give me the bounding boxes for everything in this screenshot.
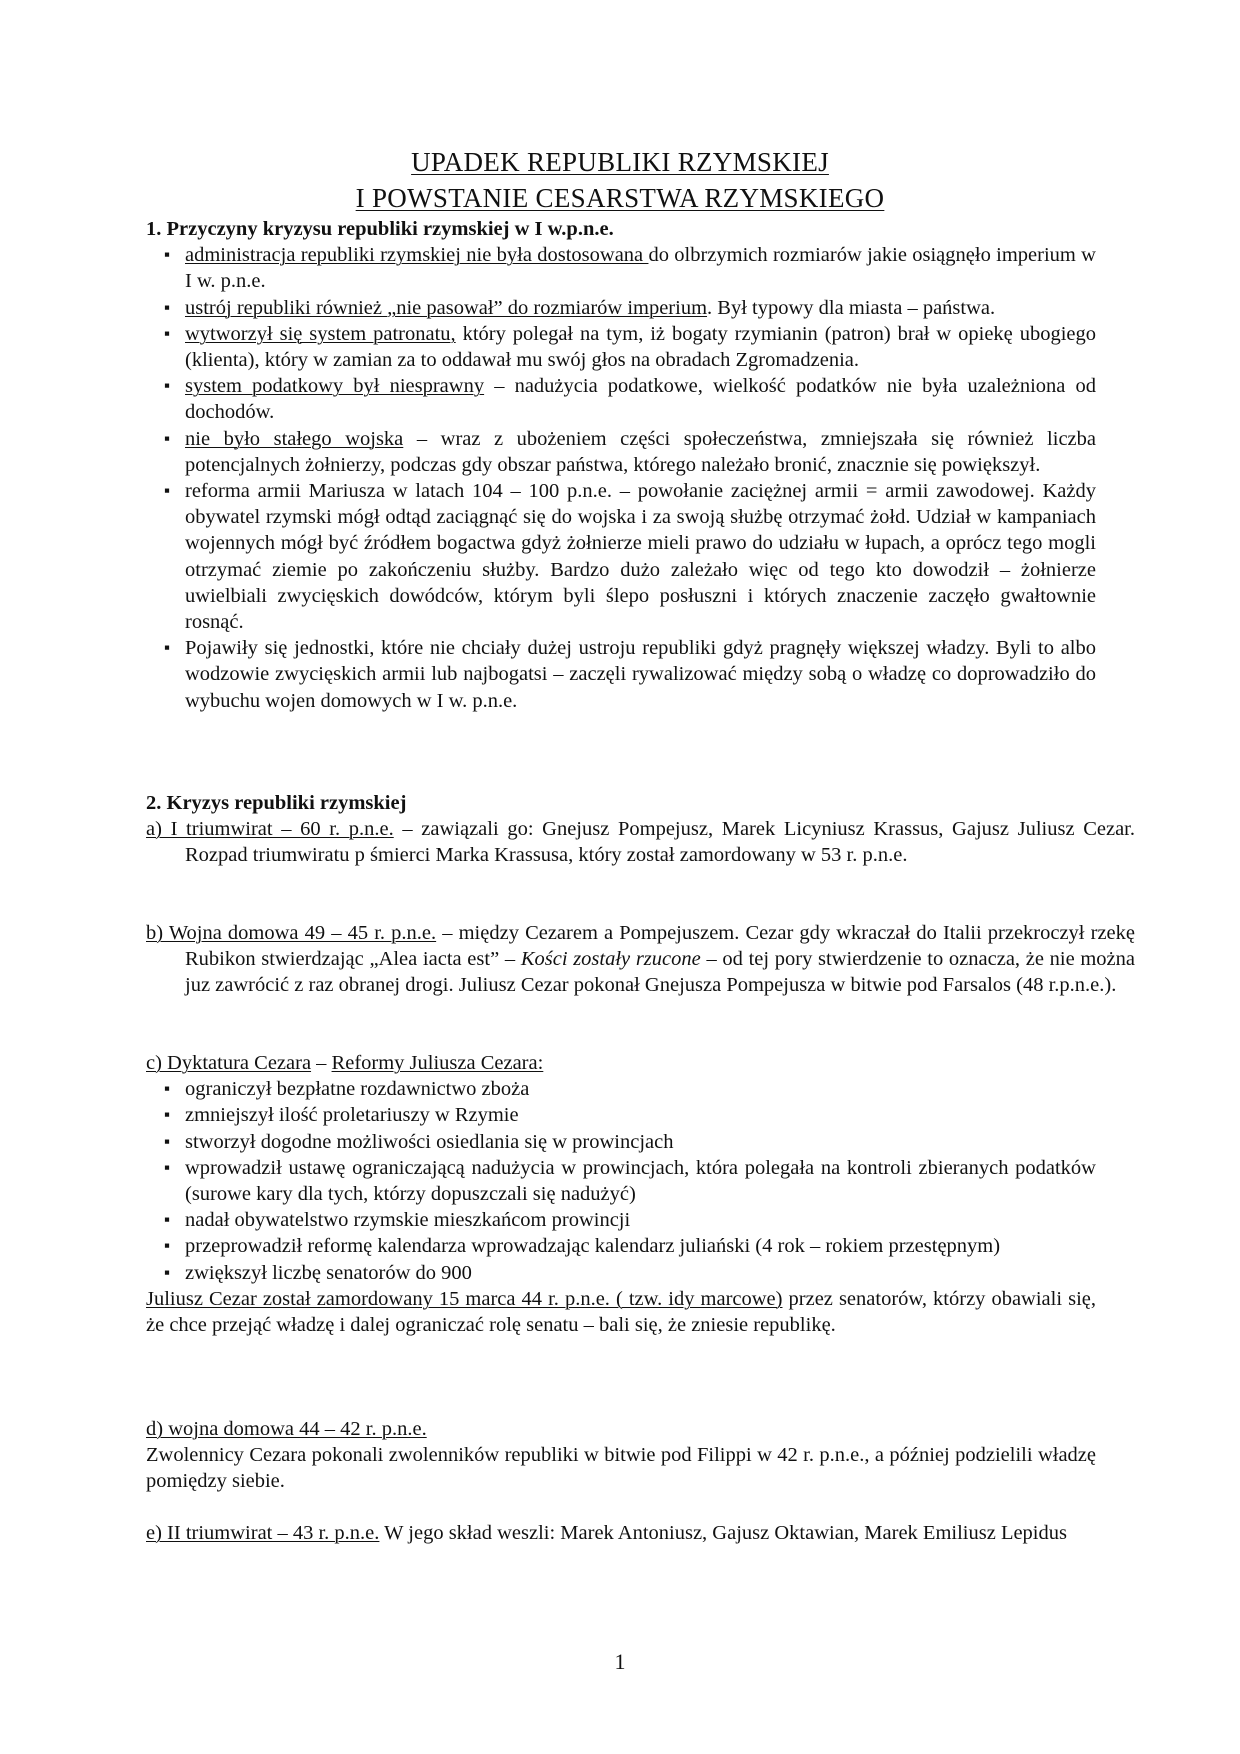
- title-line-2: I POWSTANIE CESARSTWA RZYMSKIEGO: [355, 183, 885, 213]
- subsection-d: [146, 1416, 1096, 1495]
- section-2-heading: 2. Kryzys republiki rzymskiej: [146, 792, 407, 814]
- section-2-heading-block: [146, 790, 1096, 816]
- list-item: ▪ reforma armii Mariusza w latach 104 – 100 p.n.e. – powołanie zaciężnej armii = armii zawodowej. Każdy obywatel rzymski mógł odtąd zaciągnąć się do wojska i za swoją służbę otrzymać żołd. Udział w kampaniach wojennych mógł być źródłem bogactwa gdyż żołnierze mieli prawo do udziału w łupach, a oprócz tego mogli otrzymać ziemie po zakończeniu służby. Bardzo dużo zależało więc od tego kto dowodził – żołnierze uwielbiali zwycięskich dowódców, którym byli ślepo posłuszni i których znaczenie zaczęło gwałtownie rosnąć.: [146, 478, 1096, 635]
- list-item: ▪ ograniczył bezpłatne rozdawnictwo zboża: [146, 1076, 1096, 1102]
- section-1-list: [146, 242, 1096, 714]
- subsection-d-heading: d) wojna domowa 44 – 42 r. p.n.e.: [146, 1418, 427, 1440]
- subsection-b: b) Wojna domowa 49 – 45 r. p.n.e. – między Cezarem a Pompejuszem. Cezar gdy wkraczał do Italii przekroczył rzekę Rubikon stwierdzając „Alea iacta est” – Kości zostały rzucone – od tej pory stwierdzenie to oznacza, że nie można juz zawrócić z raz obranej drogi. Juliusz Cezar pokonał Gnejusza Pompejusza w bitwie pod Farsalos (48 r.p.n.e.).: [146, 922, 1136, 997]
- subsection-e: e) II triumwirat – 43 r. p.n.e. W jego skład weszli: Marek Antoniusz, Gajusz Oktawian, Marek Emiliusz Lepidus: [146, 1522, 1067, 1544]
- list-item: ▪ zwiększył liczbę senatorów do 900: [146, 1260, 1096, 1286]
- caesar-reforms-list: [146, 1076, 1096, 1286]
- list-item: ▪ zmniejszył ilość proletariuszy w Rzymie: [146, 1102, 1096, 1128]
- subsection-a: a) I triumwirat – 60 r. p.n.e. – zawiązali go: Gnejusz Pompejusz, Marek Licyniusz Krassus, Gajusz Juliusz Cezar. Rozpad triumwiratu p śmierci Marka Krassusa, który został zamordowany w 53 r. p.n.e.: [146, 818, 1136, 867]
- list-item: ▪ stworzył dogodne możliwości osiedlania się w prowincjach: [146, 1129, 1096, 1155]
- subsection-c-heading: c) Dyktatura Cezara – Reformy Juliusza Cezara:: [146, 1052, 544, 1074]
- list-item: ▪ administracja republiki rzymskiej nie była dostosowana do olbrzymich rozmiarów jakie osiągnęło imperium w I w. p.n.e.: [146, 242, 1096, 294]
- list-item: ▪ przeprowadził reformę kalendarza wprowadzając kalendarz juliański (4 rok – rokiem przestępnym): [146, 1233, 1096, 1259]
- subsection-d-text: Zwolennicy Cezara pokonali zwolenników republiki w bitwie pod Filippi w 42 r. p.n.e., a później podzielili władzę pomiędzy siebie.: [146, 1444, 1096, 1493]
- list-item: ▪ Pojawiły się jednostki, które nie chciały dużej ustroju republiki gdyż pragnęły większej władzy. Byli to albo wodzowie zwycięskich armii lub najbogatsi – zaczęli rywalizować między sobą o władzę co doprowadziło do wybuchu wojen domowych w I w. p.n.e.: [146, 635, 1096, 714]
- list-item: ▪ ustrój republiki również „nie pasował” do rozmiarów imperium. Był typowy dla miasta – państwa.: [146, 295, 1096, 321]
- section-1-heading: 1. Przyczyny kryzysu republiki rzymskiej w I w.p.n.e.: [146, 218, 614, 240]
- subsection-c: [146, 1050, 1096, 1338]
- list-item: ▪ wprowadził ustawę ograniczającą nadużycia w prowincjach, która polegała na kontroli zbieranych podatków (surowe kary dla tych, którzy dopuszczali się nadużyć): [146, 1155, 1096, 1207]
- caesar-assassination-note: Juliusz Cezar został zamordowany 15 marca 44 r. p.n.e. ( tzw. idy marcowe) przez senatorów, którzy obawiali się, że chce przejąć władzę i dalej ograniczać rolę senatu – bali się, że zniesie republikę.: [146, 1287, 1096, 1337]
- list-item: ▪ system podatkowy był niesprawny – nadużycia podatkowe, wielkość podatków nie była uzależniona od dochodów.: [146, 373, 1096, 425]
- section-1: [146, 216, 1096, 714]
- page-number: 1: [614, 1649, 626, 1674]
- title-line-1: UPADEK REPUBLIKI RZYMSKIEJ: [411, 147, 829, 177]
- list-item: ▪ wytworzył się system patronatu, który polegał na tym, iż bogaty rzymianin (patron) brał w opiekę ubogiego (klienta), który w zamian za to oddawał mu swój głos na obradach Zgromadzenia.: [146, 321, 1096, 373]
- list-item: ▪ nie było stałego wojska – wraz z ubożeniem części społeczeństwa, zmniejszała się również liczba potencjalnych żołnierzy, podczas gdy obszar państwa, którego należało bronić, znacznie się powiększył.: [146, 426, 1096, 478]
- list-item: ▪ nadał obywatelstwo rzymskie mieszkańcom prowincji: [146, 1207, 1096, 1233]
